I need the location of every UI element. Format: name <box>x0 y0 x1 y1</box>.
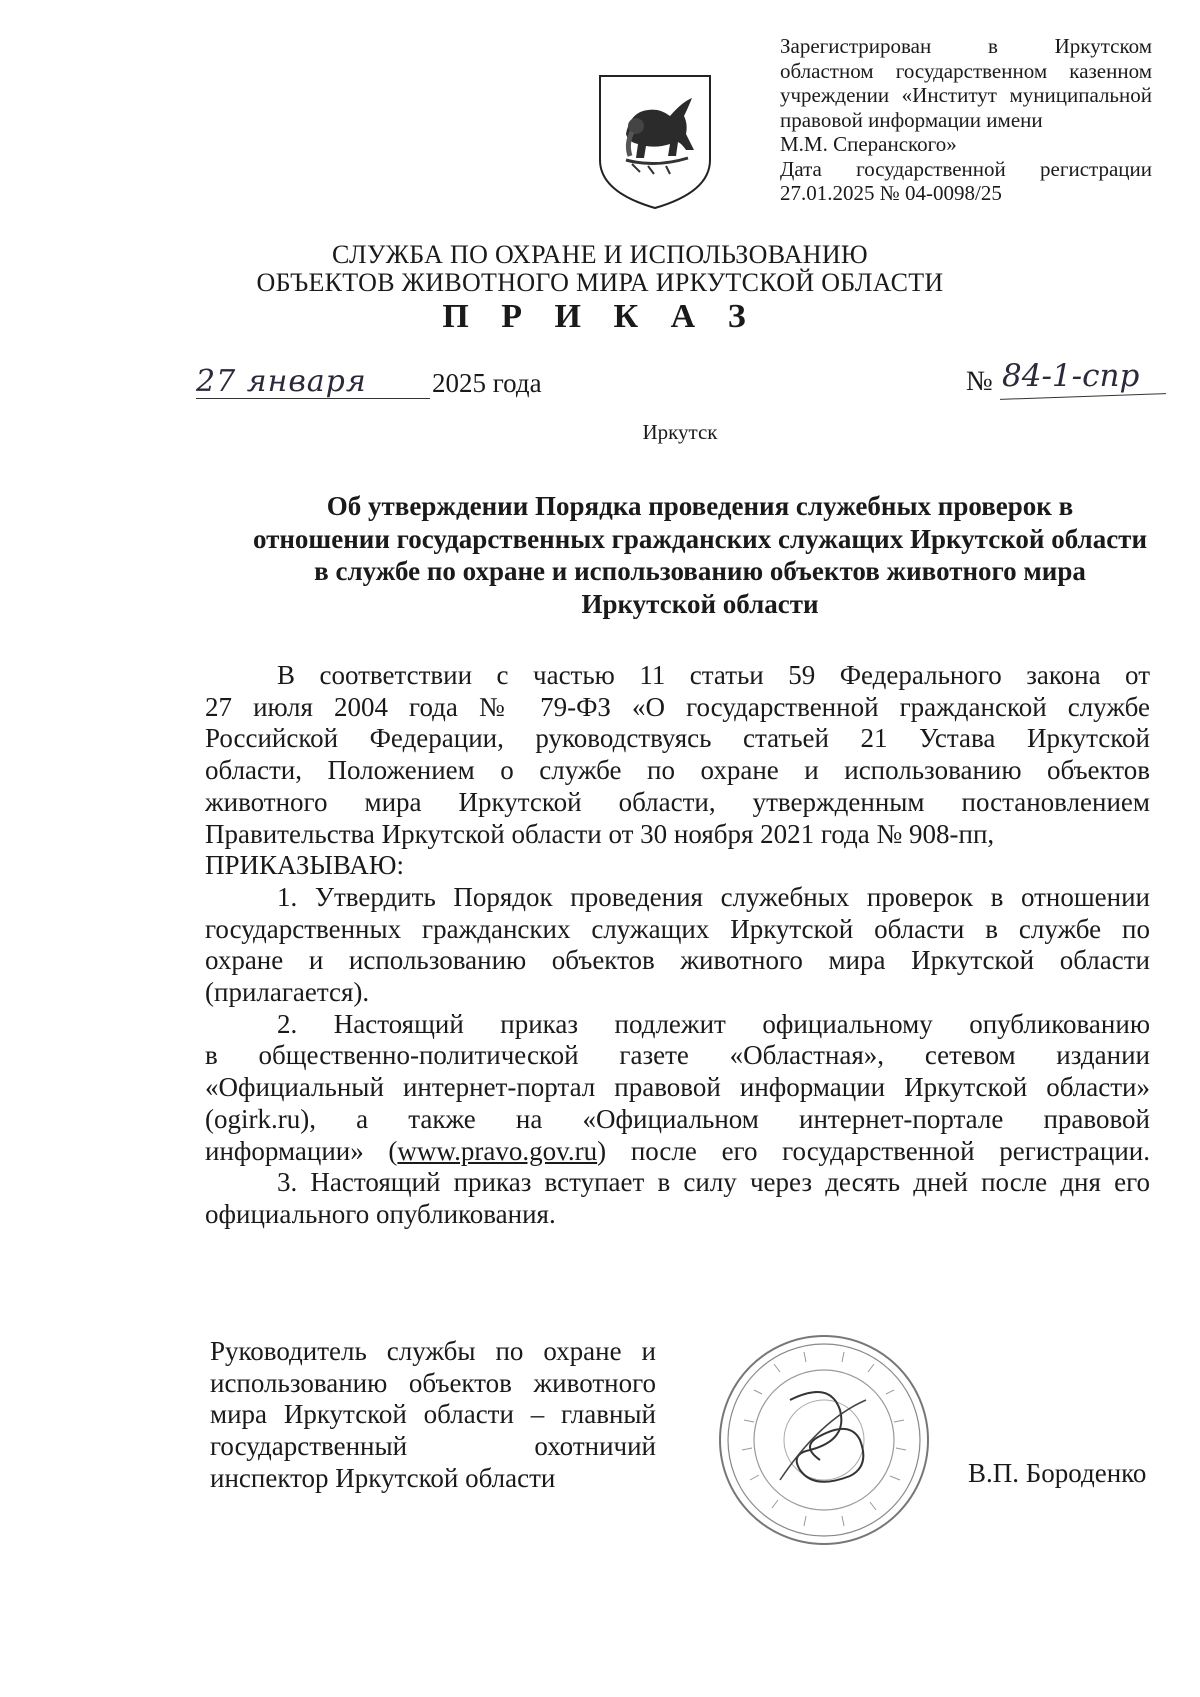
title-line: Об утверждении Порядка проведения служебных проверок в <box>326 491 1074 521</box>
item3-line: официального опубликования. <box>205 1198 556 1229</box>
registration-date: 27.01.2025 № 04-0098/25 <box>780 181 1002 205</box>
signer-name: В.П. Бороденко <box>968 1458 1147 1488</box>
pravo-link[interactable]: www.pravo.gov.ru <box>397 1135 598 1166</box>
organization-name-line2: ОБЪЕКТОВ ЖИВОТНОГО МИРА ИРКУТСКОЙ ОБЛАСТИ <box>256 268 944 297</box>
signer-line: государственный охотничий <box>210 1431 656 1462</box>
registration-line: Дата государственной регистрации <box>780 156 1152 181</box>
signer-line: мира Иркутской области – главный <box>210 1399 656 1430</box>
city: Иркутск <box>642 420 718 444</box>
registration-line: областном государственном казенном <box>780 58 1152 83</box>
title-line: Иркутской области <box>581 588 819 619</box>
item2-line: 2. Настоящий приказ подлежит официальному опубликованию <box>277 1008 1150 1039</box>
registration-block <box>780 34 1152 206</box>
organization-name-line1: СЛУЖБА ПО ОХРАНЕ И ИСПОЛЬЗОВАНИЮ <box>332 240 868 269</box>
date-underline <box>196 398 430 399</box>
number-sign: № <box>966 366 993 397</box>
preamble-line: животного мира Иркутской области, утвержденным постановлением <box>205 786 1150 817</box>
order-word: ПРИКАЗЫВАЮ: <box>205 850 404 881</box>
document-body <box>205 660 1150 1231</box>
preamble-line: 27 июля 2004 года № 79-ФЗ «О государственной гражданской службе <box>205 691 1150 722</box>
registration-line: правовой информации имени <box>780 107 1043 132</box>
item2-line: в общественно-политической газете «Областная», сетевом издании <box>205 1040 1150 1071</box>
item1-line: государственных гражданских служащих Иркутской области в службе по <box>205 913 1150 944</box>
item1-line: (прилагается). <box>205 977 370 1008</box>
preamble-line: Правительства Иркутской области от 30 ноября 2021 года № 908-пп, <box>205 818 995 849</box>
registration-line: учреждении «Институт муниципальной <box>780 83 1152 107</box>
document-type: П Р И К А З <box>442 298 758 335</box>
registration-line: М.М. Сперанского» <box>780 132 957 156</box>
preamble-line: Российской Федерации, руководствуясь статьей 21 Устава Иркутской <box>205 723 1150 754</box>
number-handwritten: 84-1-спр <box>1002 358 1140 394</box>
item2-line <box>205 1136 1150 1168</box>
signer-position <box>210 1336 656 1495</box>
item2-text: ) после его государственной регистрации. <box>597 1135 1150 1166</box>
item1-line: охране и использованию объектов животного мира Иркутской области <box>205 945 1150 976</box>
date-handwritten: 27 января <box>196 364 367 399</box>
title-line: отношении государственных гражданских служащих Иркутской области <box>252 523 1148 554</box>
registration-line: Зарегистрирован в Иркутском <box>780 34 1152 58</box>
item2-text: информации» ( <box>205 1135 398 1166</box>
item1-line: 1. Утвердить Порядок проведения служебных проверок в отношении <box>277 881 1150 912</box>
signer-line: использованию объектов животного <box>210 1367 656 1398</box>
item2-line: «Официальный интернет-портал правовой информации Иркутской области» <box>205 1072 1150 1103</box>
signer-line: Руководитель службы по охране и <box>210 1336 656 1366</box>
handwritten-signature-icon <box>770 1380 880 1500</box>
title-line: в службе по охране и использованию объектов животного мира <box>314 556 1086 586</box>
preamble-line: В соответствии с частью 11 статьи 59 Федерального закона от <box>277 660 1150 690</box>
date-year: 2025 года <box>432 368 542 398</box>
item2-line: (ogirk.ru), а также на «Официальном интернет-портале правовой <box>205 1103 1150 1134</box>
signer-line: инспектор Иркутской области <box>210 1462 556 1493</box>
document-title <box>200 490 1200 620</box>
number-underline <box>1000 393 1166 400</box>
item3-line: 3. Настоящий приказ вступает в силу через десять дней после дня его <box>277 1167 1150 1198</box>
preamble-line: области, Положением о службе по охране и использованию объектов <box>205 755 1150 786</box>
irkutsk-coat-of-arms-icon <box>596 72 714 212</box>
